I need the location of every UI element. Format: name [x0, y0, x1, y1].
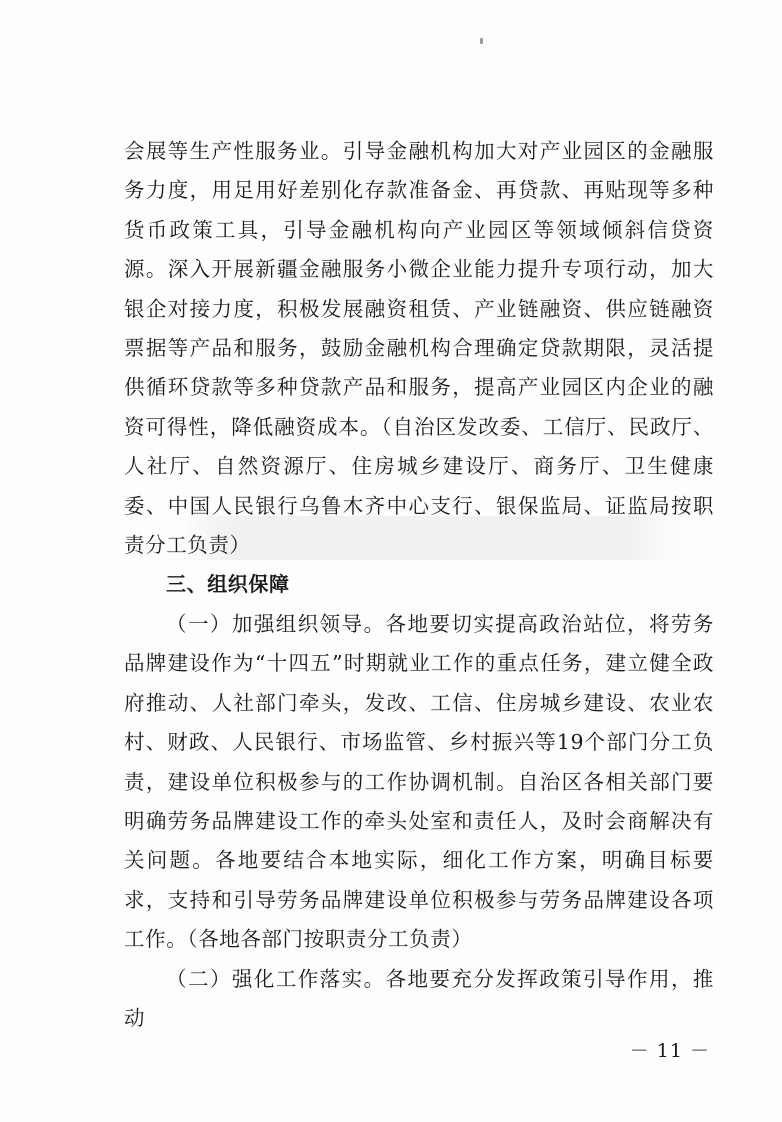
body-paragraph: 会展等生产性服务业。引导金融机构加大对产业园区的金融服务力度，用足用好差别化存款准备金、再贷款、再贴现等多种货币政策工具，引导金融机构向产业园区等领域倾斜信贷资源。深入开展新疆金融服务小微企业能力提升专项行动，加大银企对接力度，积极发展融资租赁、产业链融资、供应链融资票据等产品和服务，鼓励金融机构合理确定贷款期限，灵活提供循环贷款等多种贷款产品和服务，提高产业园区内企业的融资可得性，降低融资成本。（自治区发改委、工信厅、民政厅、人社厅、自然资源厅、住房城乡建设厅、商务厅、卫生健康委、中国人民银行乌鲁木齐中心支行、银保监局、证监局按职责分工负责） — [124, 139, 714, 558]
page-number: － 11 － — [629, 1040, 710, 1062]
scan-speck — [480, 38, 483, 44]
subsection-paragraph: （二）强化工作落实。各地要充分发挥政策引导作用，推动 — [124, 966, 714, 1030]
section-heading: 三、组织保障 — [166, 572, 290, 597]
subsection-paragraph: （一）加强组织领导。各地要切实提高政治站位，将劳务品牌建设作为“十四五”时期就业工作的重点任务，建立健全政府推动、人社部门牵头，发改、工信、住房城乡建设、农业农村、财政、人民银行、市场监管、乡村振兴等19个部门分工负责，建设单位积极参与的工作协调机制。自治区各相关部门要明确劳务品牌建设工作的牵头处室和责任人，及时会商解决有关问题。各地要结合本地实际，细化工作方案，明确目标要求，支持和引导劳务品牌建设单位积极参与劳务品牌建设各项工作。（各地各部门按职责分工负责） — [124, 611, 714, 952]
document-body — [124, 132, 714, 1038]
